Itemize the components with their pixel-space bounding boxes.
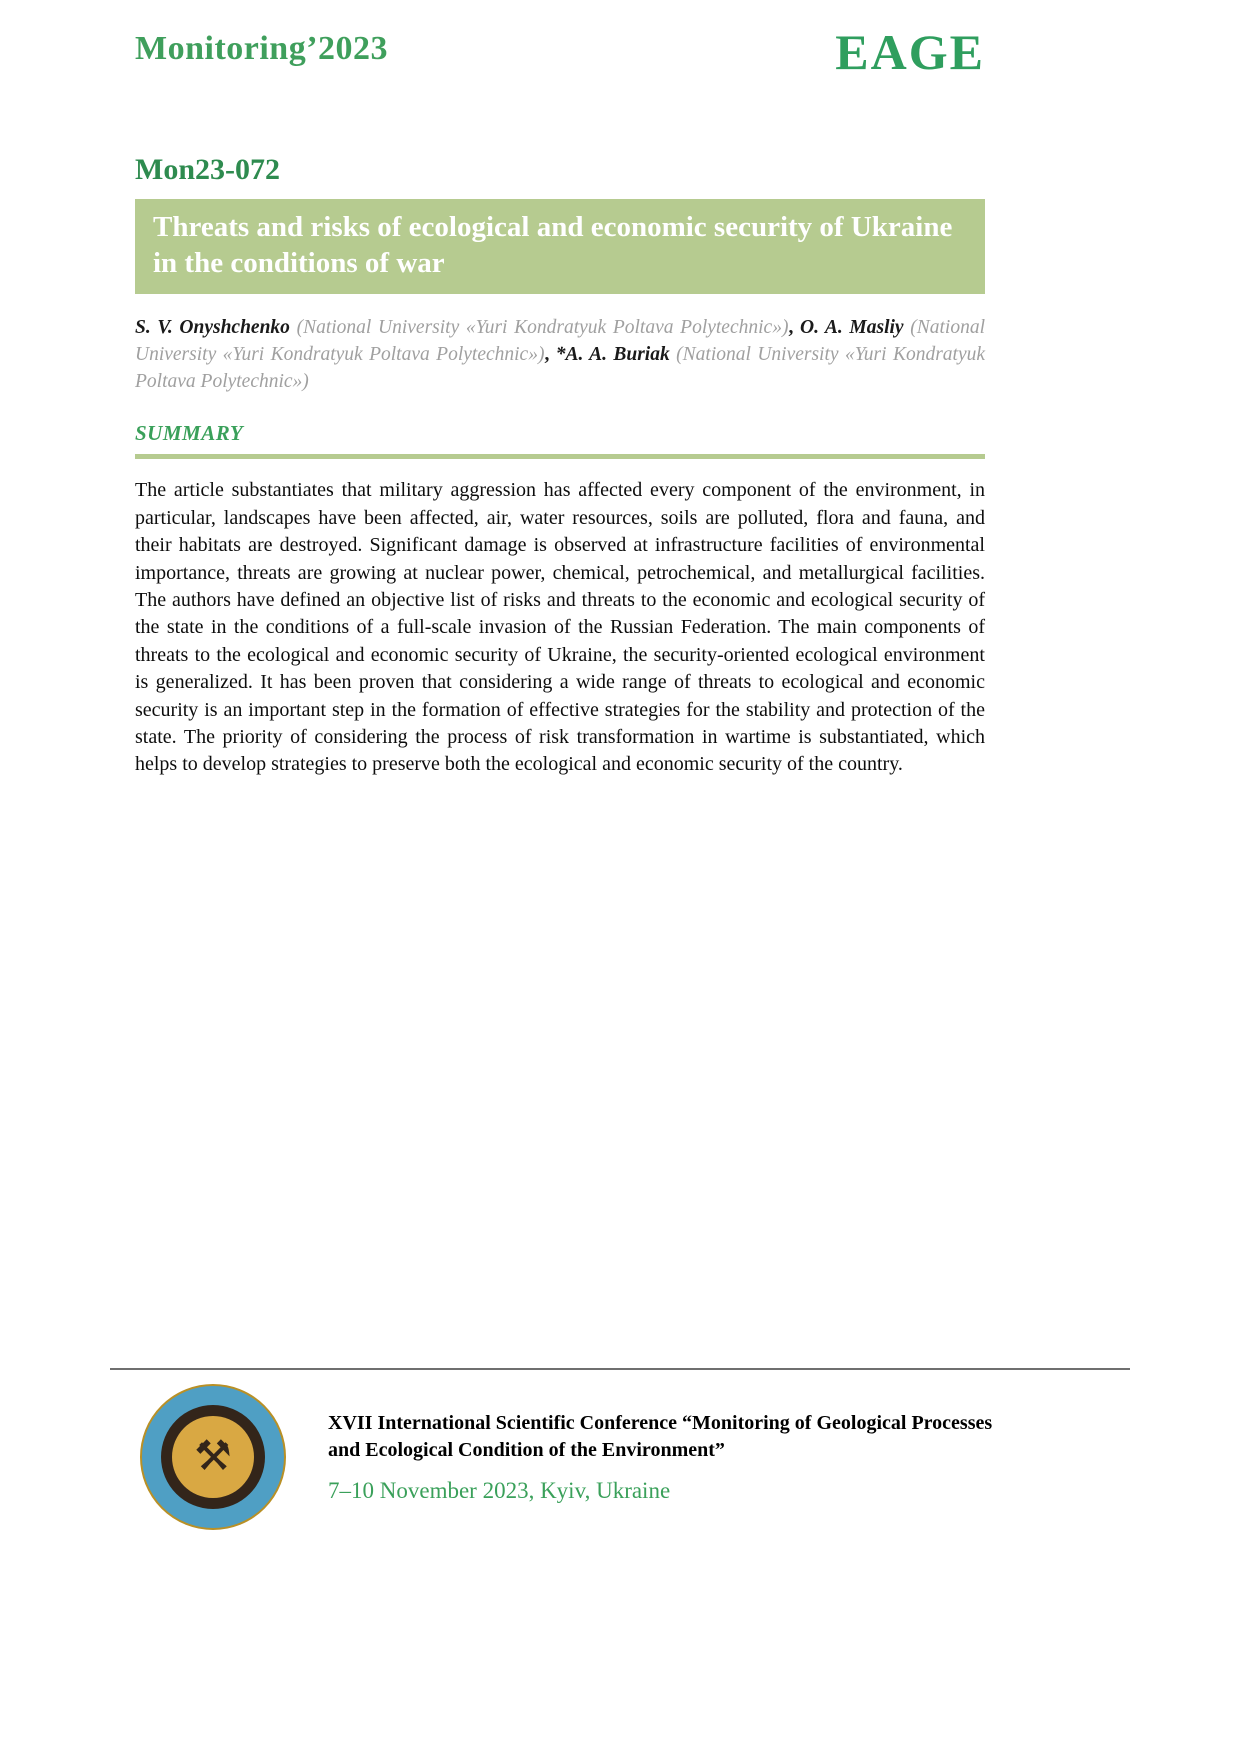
author-separator: ,	[544, 343, 550, 365]
conference-emblem-logo	[140, 1384, 286, 1530]
conference-wordmark: Monitoring’2023	[135, 30, 389, 67]
author-affiliation: (National University «Yuri Kondratyuk Poltava Polytechnic»)	[135, 316, 986, 365]
authors-line	[135, 314, 985, 396]
paper-title-line-2: in the conditions of war	[153, 247, 445, 280]
abstract-text: The article substantiates that military aggression has affected every component of the environment, in particular, landscapes have been affected, air, water resources, soils are polluted, flora and fauna, and their habitats are destroyed. Significant damage is observed at infrastructure facilities of environmental importance, threats are growing at nuclear power, chemical, petrochemical, and metallurgical facilities. The authors have defined an objective list of risks and threats to the economic and ecological security of the state in the conditions of a full-scale invasion of the Russian Federation. The main components of threats to the ecological and economic security of Ukraine, the security-oriented ecological environment is generalized. It has been proven that considering a wide range of threats to ecological and economic security is an important step in the formation of effective strategies for the stability and protection of the state. The priority of considering the process of risk transformation in wartime is substantiated, which helps to develop strategies to preserve both the ecological and economic security of the country.	[135, 479, 985, 776]
conference-emblem-ring	[161, 1405, 265, 1509]
footer-conference-line-1: XVII International Scientific Conference “Monitoring of Geological Processes	[328, 1412, 993, 1434]
summary-divider	[135, 454, 985, 459]
eage-logo: EAGE	[835, 24, 985, 80]
summary-heading: SUMMARY	[135, 421, 244, 446]
crossed-hammers-icon: ⚒	[172, 1416, 254, 1498]
footer-text-block	[328, 1384, 992, 1504]
author-name: S. V. Onyshchenko	[135, 316, 290, 338]
page-header	[135, 0, 985, 80]
author-affiliation: (National University «Yuri Kondratyuk Poltava Polytechnic»)	[296, 316, 789, 338]
paper-id: Mon23-072	[135, 153, 280, 186]
page-footer	[0, 1368, 1240, 1530]
footer-conference-line-2: and Ecological Condition of the Environment”	[328, 1439, 725, 1461]
author-name: O. A. Masliy	[799, 316, 904, 338]
paper-title-banner	[135, 199, 985, 294]
footer-date-location: 7–10 November 2023, Kyiv, Ukraine	[328, 1478, 671, 1503]
author-name: *A. A. Buriak	[555, 343, 670, 365]
footer-body	[140, 1384, 1240, 1530]
author-affiliation: (National University «Yuri Kondratyuk Poltava Polytechnic»)	[135, 343, 986, 393]
paper-title-line-1: Threats and risks of ecological and economic security of Ukraine	[153, 211, 953, 243]
author-separator: ,	[788, 316, 794, 338]
footer-divider	[110, 1368, 1130, 1370]
